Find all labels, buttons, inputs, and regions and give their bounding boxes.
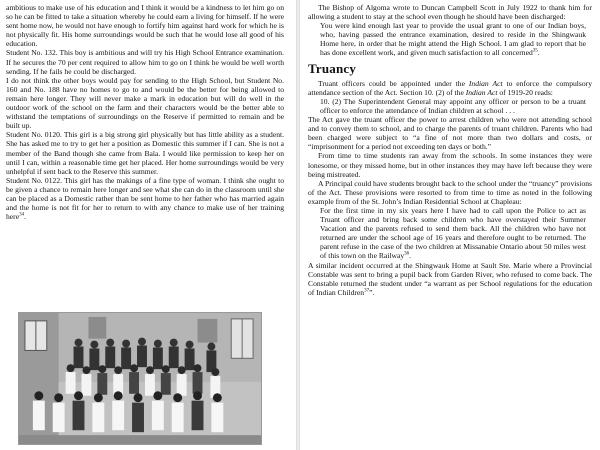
truant-officers-paragraph xyxy=(308,79,592,97)
truant-officers-text-b: to enforce the compulsory attendance section of the Act. Section 10. (2) of the xyxy=(308,78,592,97)
shingwauk-incident-text: A similar incident occurred at the Shingwauk Home at Sault Ste. Marie where a Provincial Constable was sent to bring a pupil back from Garden River, who refused to come back. The Constable returned the student under “a warrant as per School regulations for the education of Indian Children xyxy=(308,260,592,297)
paragraph-student-132: Student No. 132. This boy is ambitious and will try his High School Entrance examination. If he secures the 70 per cent required to allow him to go on I think he would be well worth sending. If he fails he could be discharged. xyxy=(6,48,284,76)
principal-truancy-paragraph: A Principal could have students brought back to the school under the “truancy” provisions of the Act. These provisions were resorted to from time to time as noted in the following example from of the St. John’s Indian Residential School at Chapleau: xyxy=(308,178,592,206)
bishop-letter-quote: You were kind enough last year to provide the usual grant to one of our Indian boys, who, having passed the entrance examination, desired to reside in the Shingwauk Home here, in order that he might attend the High School. I am glad to report that he has done excellent work, and given much satisfaction to all concerned$^{35}$. xyxy=(320,21,586,58)
left-page xyxy=(0,0,296,450)
footnote-ref-35: 35 xyxy=(532,48,538,54)
right-text-column xyxy=(308,3,592,297)
shingwauk-incident-end: ”. xyxy=(369,287,375,297)
indian-act-italic-2: Indian Act xyxy=(465,87,498,97)
section-heading-truancy: Truancy xyxy=(308,60,357,76)
bishop-intro: The Bishop of Algoma wrote to Duncan Campbell Scott in July 1922 to thank him for allowing a student to stay at the school even though he should have been discharged: xyxy=(308,3,592,22)
footnote-ref-34: 34 xyxy=(19,212,25,218)
truant-officers-text-a: Truant officers could be appointed under the xyxy=(318,78,469,88)
paragraph-continuation: ambitious to make use of his education and I think it would be a kindness to let him go on so he can be fitted to take a situation whereby he could earn a living for himself. If he were sent home now, he would not have enough to fortify him against hard work for which he is not physically fit. His home surroundings would be such that he would lose all good of his education. xyxy=(6,3,284,49)
paragraph-other-boys: I do not think the other boys would pay for sending to the High School, but Student No. 160 and No. 188 have no homes to go to and would be the better for being allowed to remain here longer. They will never make a mark in education but will do well in the outdoor work of the school on the farm and their characters would be the better able to withstand the temptations of surroundings on the Reserve if permitted to remain and be built up. xyxy=(6,75,284,131)
footnote-ref-36: 36 xyxy=(404,251,410,257)
shingwauk-incident-paragraph xyxy=(308,261,592,297)
truant-officers-text-c: of 1919-20 reads: xyxy=(497,87,553,97)
historical-group-photo xyxy=(18,312,262,445)
paragraph-student-0122-text: Student No. 0122. This girl has the makings of a fine type of woman. I think she ought to be given a chance to remain here longer and see what she can do in the classroom until she can be placed as a Domestic rather than be sent home to her father who has married again and the home is not fit for her to return to with any chance to make use of her training here xyxy=(6,175,284,222)
paragraph-student-0122: Student No. 0122. This girl has the makings of a fine type of woman. I think she ought to be given a chance to remain here longer and see what she can do in the classroom until she can be placed as a Domestic rather than be sent home to her father who has married again and the home is not fit for her to return to with any chance to make use of her training here$^{34}$. xyxy=(6,175,284,222)
group-photo-image xyxy=(19,313,261,444)
footnote-ref-37: 37 xyxy=(364,288,370,294)
chapleau-quote-text: For the first time in my six years here I have had to call upon the Police to act as Truant officer and bring back some children who have overstayed their Summer Vacation and the parents refused to send them back. All the children who have not returned are under the school age of 16 years and therefore ought to be returned. The parent refuse in the case of the two children at Missanabie Ontario about 50 miles west of this town on the Railway xyxy=(320,205,586,261)
bishop-letter-quote-text: You were kind enough last year to provide the usual grant to one of our Indian boys, who, having passed the entrance examination, desired to reside in the Shingwauk Home here, in order that he might attend the High School. I am glad to report that he has done excellent work, and given much satisfaction to all concerned xyxy=(320,21,586,58)
right-page xyxy=(300,0,600,450)
act-powers-paragraph: The Act gave the truant officer the power to arrest children who were not attending school and to convey them to school, and to charge the parents of truant children. Parents who had been charged were subject to “a fine of not more than two dollars and costs, or “imprisonment for a period not exceeding ten days or both.” xyxy=(308,115,592,152)
section-10-quote: 10. (2) The Superintendent General may appoint any officer or person to be a truant officer to enforce the attendance of Indian children at school . . . xyxy=(320,96,586,115)
chapleau-quote: For the first time in my six years here I have had to call upon the Police to act as Truant officer and bring back some children who have overstayed their Summer Vacation and the parents refused to send them back. All the children who have not returned are under the school age of 16 years and therefore ought to be returned. The parent refuse in the case of the two children at Missanabie Ontario about 50 miles west of this town on the Railway$^{36}$. xyxy=(320,205,586,261)
paragraph-student-0120: Student No. 0120. This girl is a big strong girl physically but has little ability as a student. She has asked me to try to get her a position as Domestic this summer if I can. She is not a member of the Band though she came from Bala. I would like permission to keep her on until I can, within a reasonable time get her placed. Her home surroundings would be very unhelpful if sent back to the Reserve this summer. xyxy=(6,130,284,176)
ran-away-paragraph: From time to time students ran away from the schools. In some instances they were lonesome, or they missed home, but in other instances they may have left because they were being mistreated. xyxy=(308,151,592,179)
left-text-column xyxy=(6,3,284,221)
indian-act-italic: Indian Act xyxy=(468,78,503,88)
